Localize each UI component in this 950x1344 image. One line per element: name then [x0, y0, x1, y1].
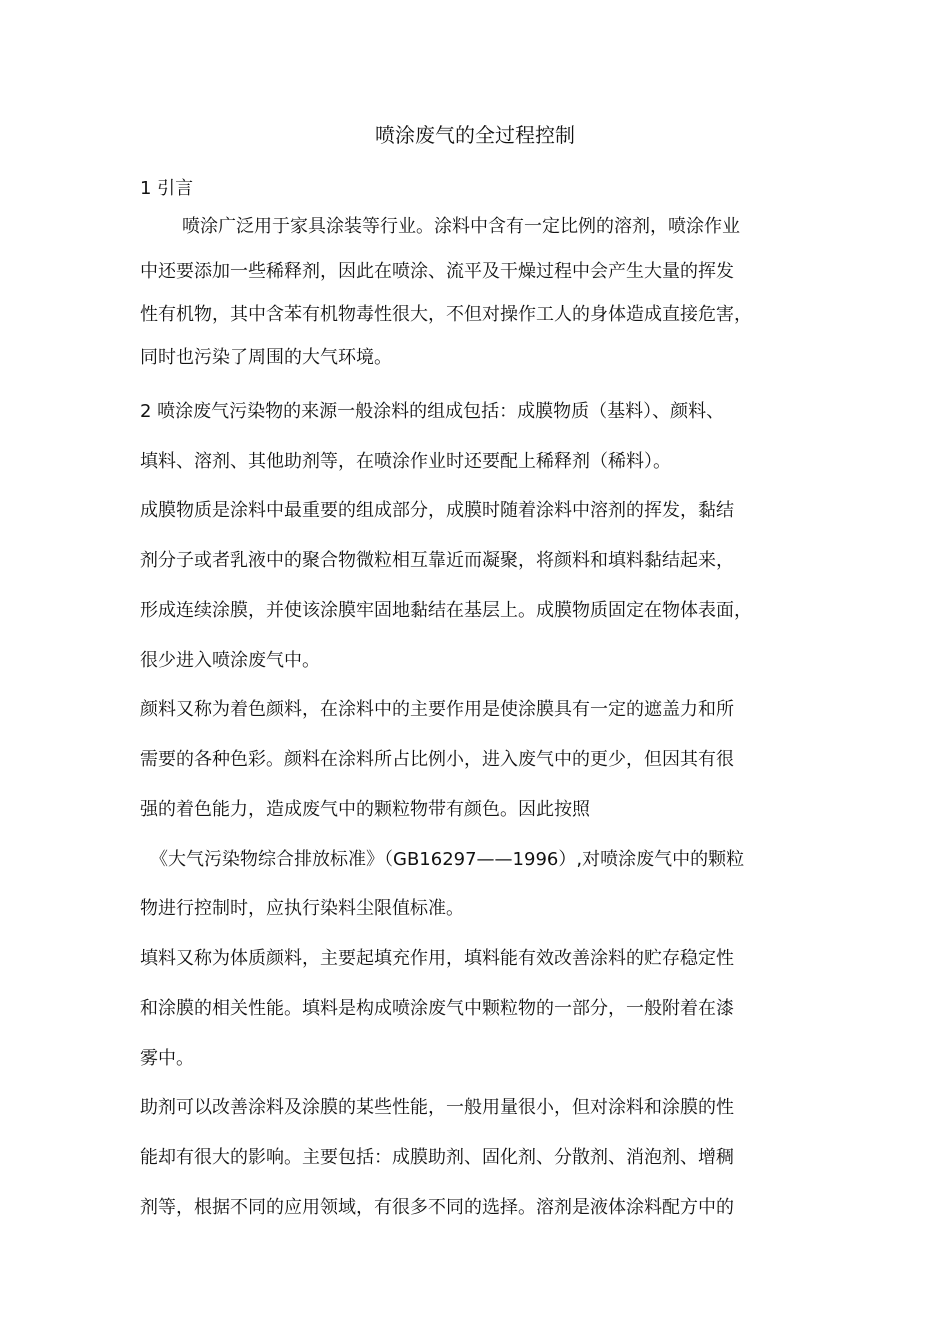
paragraph-line: 很少进入喷涂废气中。 [140, 650, 320, 671]
paragraph-line: 能却有很大的影响。主要包括：成膜助剂、固化剂、分散剂、消泡剂、增稠 [140, 1147, 734, 1168]
section-heading-introduction: 1 引言 [140, 178, 194, 199]
paragraph-line: 剂分子或者乳液中的聚合物微粒相互靠近而凝聚，将颜料和填料黏结起来， [140, 550, 734, 571]
paragraph-line: 中还要添加一些稀释剂，因此在喷涂、流平及干燥过程中会产生大量的挥发 [140, 261, 734, 282]
paragraph-line: 物进行控制时，应执行染料尘限值标准。 [140, 898, 464, 919]
paragraph-line: 和涂膜的相关性能。填料是构成喷涂废气中颗粒物的一部分，一般附着在漆 [140, 998, 734, 1019]
paragraph-line: 喷涂广泛用于家具涂装等行业。涂料中含有一定比例的溶剂，喷涂作业 [182, 216, 740, 237]
standard-reference-line: 《大气污染物综合排放标准》（GB16297——1996）,对喷涂废气中的颗粒 [150, 849, 745, 870]
paragraph-line: 填料、溶剂、其他助剂等，在喷涂作业时还要配上稀释剂（稀料）。 [140, 451, 671, 472]
paragraph-line: 强的着色能力，造成废气中的颗粒物带有颜色。因此按照 [140, 799, 590, 820]
paragraph-line: 剂等，根据不同的应用领域，有很多不同的选择。溶剂是液体涂料配方中的 [140, 1197, 734, 1218]
paragraph-line: 填料又称为体质颜料，主要起填充作用，填料能有效改善涂料的贮存稳定性 [140, 948, 734, 969]
paragraph-line: 助剂可以改善涂料及涂膜的某些性能，一般用量很小，但对涂料和涂膜的性 [140, 1097, 734, 1118]
paragraph-line: 雾中。 [140, 1048, 194, 1069]
paragraph-line: 形成连续涂膜，并使该涂膜牢固地黏结在基层上。成膜物质固定在物体表面， [140, 600, 752, 621]
paragraph-line: 需要的各种色彩。颜料在涂料所占比例小，进入废气中的更少，但因其有很 [140, 749, 734, 770]
paragraph-line: 成膜物质是涂料中最重要的组成部分，成膜时随着涂料中溶剂的挥发，黏结 [140, 500, 734, 521]
paragraph-line: 性有机物，其中含苯有机物毒性很大，不但对操作工人的身体造成直接危害， [140, 304, 752, 325]
paragraph-line: 颜料又称为着色颜料，在涂料中的主要作用是使涂膜具有一定的遮盖力和所 [140, 699, 734, 720]
section-heading-sources: 2 喷涂废气污染物的来源一般涂料的组成包括：成膜物质（基料）、颜料、 [140, 401, 725, 422]
document-title: 喷涂废气的全过程控制 [375, 123, 575, 147]
paragraph-line: 同时也污染了周围的大气环境。 [140, 347, 392, 368]
